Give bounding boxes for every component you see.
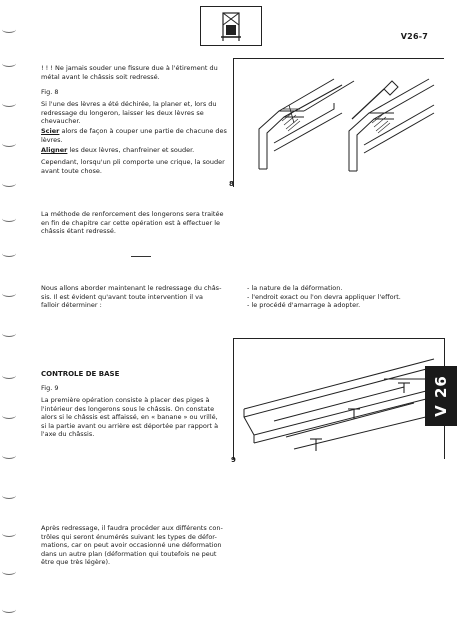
binding-mark [2,372,16,379]
figure-9-reference: Fig. 9 [41,384,59,392]
figure-8 [233,58,444,187]
binding-mark [2,140,16,147]
figure-9-drawing [234,339,444,459]
figure-8-reference: Fig. 8 [41,88,59,96]
binding-mark [2,180,16,187]
align-keyword: Aligner [41,146,68,154]
binding-mark [2,492,16,499]
separator-line [131,256,151,257]
chapter-tab [425,366,457,426]
saw-keyword: Scier [41,127,60,135]
binding-mark [2,412,16,419]
basic-check-text: La première opération consiste à placer des piges à l'intérieur des longerons sous le châssis. On constate alors si le châssis est affaissé, en « banane » ou vrillé, si la partie avant ou arrière est déportée par rapport à l'axe du châssis. [41,396,219,439]
paragraph-crack: Cependant, lorsqu'un pli comporte une crique, la souder avant toute chose. [41,158,225,175]
binding-mark [2,568,16,575]
post-straightening-text: Après redressage, il faudra procéder aux différents con- trôles qui seront énumérés suivant les types de défor- mations, car on peut avoir occasionné une déformation dans un autre plan (déformation qui toutefois ne peut être que très légère). [41,524,223,567]
binding-mark [2,530,16,537]
paragraph-align [41,146,231,155]
workstand-pictogram-icon [200,6,262,46]
binding-mark [2,100,16,107]
figure-9 [233,338,445,459]
binding-mark [2,250,16,257]
straightening-intro: Nous allons aborder maintenant le redressage du châs- sis. Il est évident qu'avant toute intervention il va falloir déterminer : [41,284,222,310]
chapter-tab-label: V 26 [432,375,450,417]
paragraph-saw [41,127,231,144]
figure-8-drawing [234,59,444,187]
section-heading-basic-check: CONTROLE DE BASE [41,370,120,378]
binding-mark [2,452,16,459]
binding-mark [2,606,16,613]
binding-mark [2,290,16,297]
binding-mark [2,60,16,67]
binding-mark [2,26,16,33]
warning-text: ! ! ! Ne jamais souder une fissure due à l'étirement du métal avant le châssis soit redressé. [41,64,218,81]
saw-text: alors de façon à couper une partie de chacune des lèvres. [41,127,227,144]
paragraph-lips: Si l'une des lèvres a été déchirée, la planer et, lors du redressage du longeron, laisser les deux lèvres se chevaucher. [41,100,217,126]
align-text: les deux lèvres, chanfreiner et souder. [67,146,195,154]
binding-mark [2,215,16,222]
figure-9-number: 9 [231,456,236,464]
page-number: V26-7 [400,32,428,41]
figure-8-number: 8 [229,180,234,188]
determination-list: - la nature de la déformation. - l'endroit exact ou l'on devra appliquer l'effort. - le procédé d'amarrage à adopter. [247,284,401,310]
binding-mark [2,330,16,337]
reinforcement-note: La méthode de renforcement des longerons sera traitée en fin de chapitre car cette opération est à effectuer le châssis étant redressé. [41,210,224,236]
